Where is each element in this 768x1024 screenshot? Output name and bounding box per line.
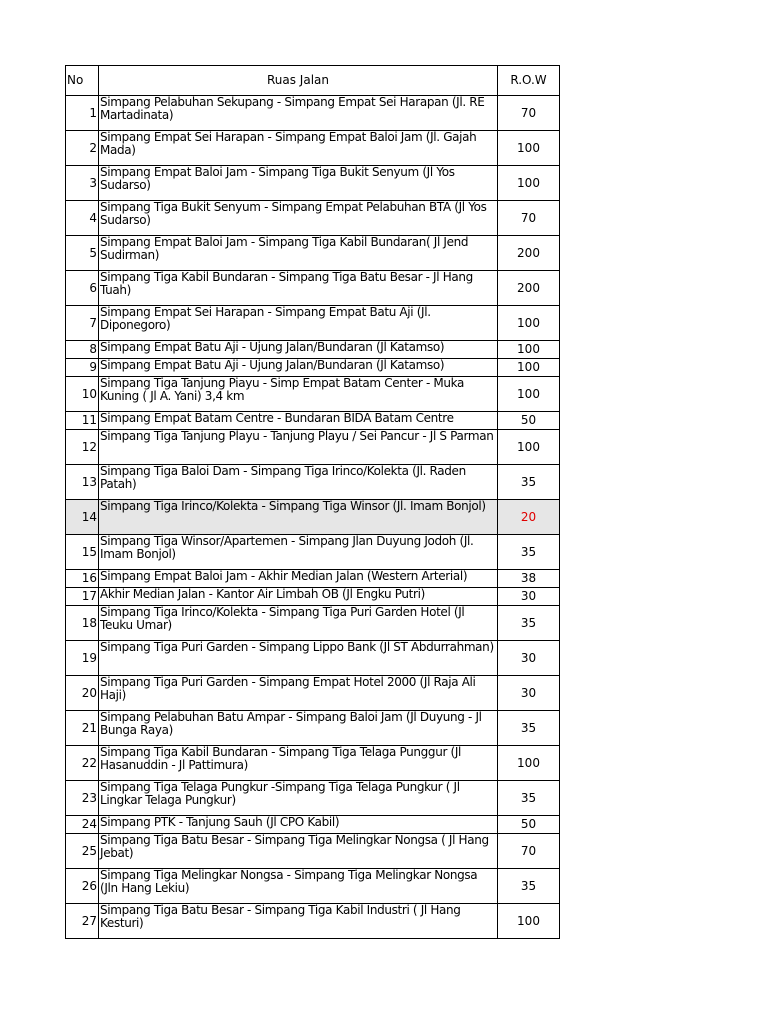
road-name: Simpang Empat Baloi Jam - Akhir Median Jalan (Western Arterial) [99, 570, 498, 588]
row-number: 13 [66, 465, 99, 500]
row-number: 1 [66, 96, 99, 131]
table-row [66, 746, 560, 781]
row-number: 26 [66, 869, 99, 904]
row-width: 35 [498, 869, 560, 904]
road-name: Akhir Median Jalan - Kantor Air Limbah OB (Jl Engku Putri) [99, 588, 498, 606]
table-row [66, 904, 560, 939]
row-width: 20 [498, 500, 560, 535]
row-number: 24 [66, 816, 99, 834]
table-row [66, 570, 560, 588]
row-width: 38 [498, 570, 560, 588]
table-row [66, 465, 560, 500]
table-row [66, 412, 560, 430]
header-no: No [66, 66, 99, 96]
road-name: Simpang Tiga Batu Besar - Simpang Tiga Melingkar Nongsa ( Jl Hang Jebat) [99, 834, 498, 869]
row-width: 100 [498, 341, 560, 359]
road-name: Simpang Tiga Winsor/Apartemen - Simpang Jlan Duyung Jodoh (Jl. Imam Bonjol) [99, 535, 498, 570]
row-number: 4 [66, 201, 99, 236]
road-name: Simpang Tiga Kabil Bundaran - Simpang Tiga Batu Besar - Jl Hang Tuah) [99, 271, 498, 306]
row-width: 200 [498, 236, 560, 271]
row-number: 12 [66, 430, 99, 465]
row-number: 10 [66, 377, 99, 412]
road-name: Simpang Pelabuhan Batu Ampar - Simpang Baloi Jam (Jl Duyung - Jl Bunga Raya) [99, 711, 498, 746]
table-row [66, 606, 560, 641]
table-row [66, 341, 560, 359]
row-width: 100 [498, 166, 560, 201]
row-number: 7 [66, 306, 99, 341]
table-body [66, 96, 560, 939]
row-number: 21 [66, 711, 99, 746]
road-name: Simpang Empat Sei Harapan - Simpang Empat Baloi Jam (Jl. Gajah Mada) [99, 131, 498, 166]
row-width: 100 [498, 430, 560, 465]
road-name: Simpang Empat Baloi Jam - Simpang Tiga Kabil Bundaran( Jl Jend Sudirman) [99, 236, 498, 271]
road-name: Simpang Pelabuhan Sekupang - Simpang Empat Sei Harapan (Jl. RE Martadinata) [99, 96, 498, 131]
table-row [66, 131, 560, 166]
row-width: 200 [498, 271, 560, 306]
row-width: 30 [498, 676, 560, 711]
table-row [66, 711, 560, 746]
road-name: Simpang Tiga Puri Garden - Simpang Empat Hotel 2000 (Jl Raja Ali Haji) [99, 676, 498, 711]
road-name: Simpang Tiga Melingkar Nongsa - Simpang Tiga Melingkar Nongsa (Jln Hang Lekiu) [99, 869, 498, 904]
road-name: Simpang Empat Batu Aji - Ujung Jalan/Bundaran (Jl Katamso) [99, 359, 498, 377]
road-name: Simpang Tiga Batu Besar - Simpang Tiga Kabil Industri ( Jl Hang Kesturi) [99, 904, 498, 939]
row-number: 20 [66, 676, 99, 711]
row-number: 8 [66, 341, 99, 359]
table-row [66, 377, 560, 412]
table-row [66, 676, 560, 711]
row-width: 70 [498, 96, 560, 131]
row-number: 5 [66, 236, 99, 271]
row-width: 100 [498, 306, 560, 341]
table-row [66, 500, 560, 535]
row-width: 35 [498, 606, 560, 641]
row-width: 35 [498, 711, 560, 746]
row-width: 100 [498, 359, 560, 377]
row-width: 70 [498, 834, 560, 869]
table-row [66, 641, 560, 676]
row-number: 15 [66, 535, 99, 570]
table-row [66, 816, 560, 834]
row-width: 70 [498, 201, 560, 236]
row-width: 50 [498, 816, 560, 834]
row-width: 100 [498, 904, 560, 939]
table-row [66, 166, 560, 201]
road-name: Simpang Tiga Telaga Pungkur -Simpang Tiga Telaga Pungkur ( Jl Lingkar Telaga Pungkur) [99, 781, 498, 816]
road-name: Simpang Tiga Bukit Senyum - Simpang Empat Pelabuhan BTA (Jl Yos Sudarso) [99, 201, 498, 236]
road-name: Simpang Tiga Kabil Bundaran - Simpang Tiga Telaga Punggur (Jl Hasanuddin - Jl Pattimura) [99, 746, 498, 781]
row-width: 35 [498, 535, 560, 570]
table-row [66, 201, 560, 236]
row-width: 35 [498, 781, 560, 816]
row-number: 22 [66, 746, 99, 781]
row-number: 3 [66, 166, 99, 201]
road-name: Simpang Tiga Puri Garden - Simpang Lippo Bank (Jl ST Abdurrahman) [99, 641, 498, 676]
road-name: Simpang Tiga Tanjung Piayu - Simp Empat Batam Center - Muka Kuning ( Jl A. Yani) 3,4 km [99, 377, 498, 412]
road-name: Simpang Empat Batu Aji - Ujung Jalan/Bundaran (Jl Katamso) [99, 341, 498, 359]
row-width: 100 [498, 377, 560, 412]
row-width: 30 [498, 641, 560, 676]
table-row [66, 869, 560, 904]
row-number: 17 [66, 588, 99, 606]
road-name: Simpang Tiga Irinco/Kolekta - Simpang Tiga Puri Garden Hotel (Jl Teuku Umar) [99, 606, 498, 641]
header-row-width: R.O.W [498, 66, 560, 96]
row-number: 9 [66, 359, 99, 377]
row-width: 100 [498, 131, 560, 166]
table-row [66, 271, 560, 306]
header-road: Ruas Jalan [99, 66, 498, 96]
row-width: 35 [498, 465, 560, 500]
road-name: Simpang Empat Baloi Jam - Simpang Tiga Bukit Senyum (Jl Yos Sudarso) [99, 166, 498, 201]
row-number: 23 [66, 781, 99, 816]
row-width: 30 [498, 588, 560, 606]
row-number: 25 [66, 834, 99, 869]
table-row [66, 535, 560, 570]
row-number: 27 [66, 904, 99, 939]
table-row [66, 236, 560, 271]
row-number: 18 [66, 606, 99, 641]
table-row [66, 96, 560, 131]
road-name: Simpang Empat Sei Harapan - Simpang Empat Batu Aji (Jl. Diponegoro) [99, 306, 498, 341]
road-row-table [65, 65, 560, 939]
table-row [66, 359, 560, 377]
row-number: 19 [66, 641, 99, 676]
row-width: 100 [498, 746, 560, 781]
row-number: 14 [66, 500, 99, 535]
table-row [66, 834, 560, 869]
table-row [66, 781, 560, 816]
row-width: 50 [498, 412, 560, 430]
table-row [66, 306, 560, 341]
row-number: 11 [66, 412, 99, 430]
road-name: Simpang Empat Batam Centre - Bundaran BIDA Batam Centre [99, 412, 498, 430]
road-name: Simpang Tiga Baloi Dam - Simpang Tiga Irinco/Kolekta (Jl. Raden Patah) [99, 465, 498, 500]
row-number: 16 [66, 570, 99, 588]
road-name: Simpang PTK - Tanjung Sauh (Jl CPO Kabil) [99, 816, 498, 834]
header-row [66, 66, 560, 96]
table-row [66, 588, 560, 606]
row-number: 6 [66, 271, 99, 306]
road-name: Simpang Tiga Tanjung Playu - Tanjung Playu / Sei Pancur - Jl S Parman [99, 430, 498, 465]
road-name: Simpang Tiga Irinco/Kolekta - Simpang Tiga Winsor (Jl. Imam Bonjol) [99, 500, 498, 535]
table-row [66, 430, 560, 465]
row-number: 2 [66, 131, 99, 166]
